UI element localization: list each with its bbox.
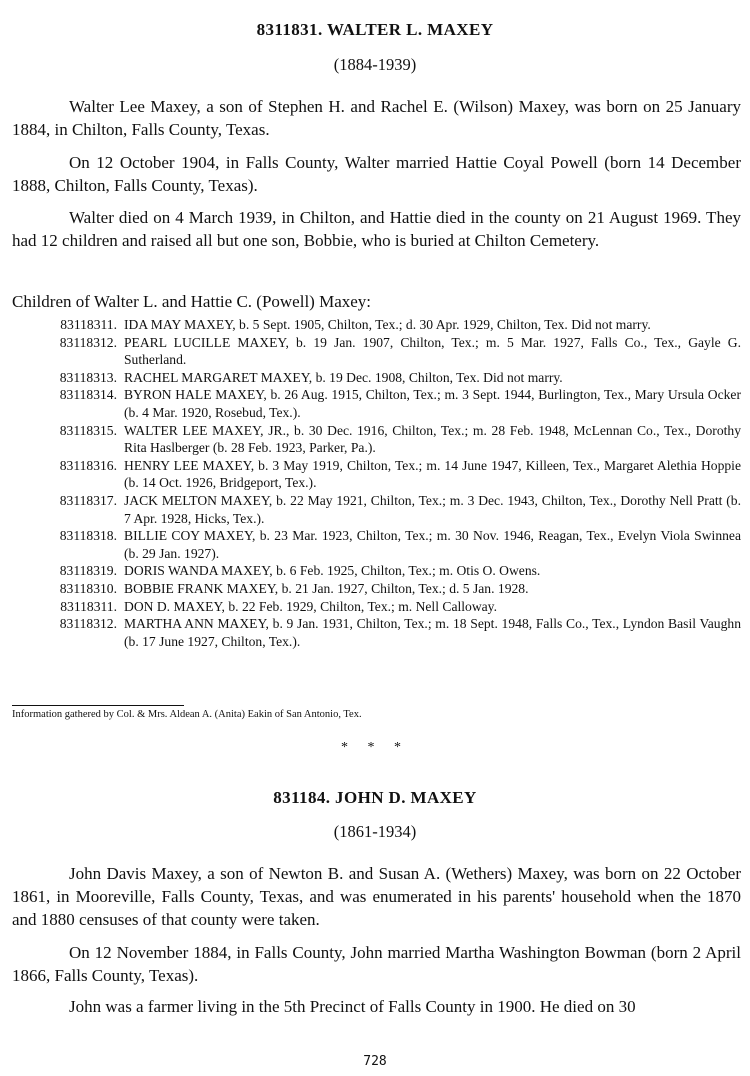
- child-description: MARTHA ANN MAXEY, b. 9 Jan. 1931, Chilton, Tex.; m. 18 Sept. 1948, Falls Co., Tex., Lyndon Basil Vaughn (b. 17 June 1927, Chilton, Tex.).: [124, 616, 741, 649]
- list-item: [0, 598, 750, 616]
- entry-title: 8311831. WALTER L. MAXEY: [256, 20, 494, 39]
- list-item: [0, 492, 750, 527]
- child-number: 83118313.: [59, 369, 117, 385]
- child-description: BYRON HALE MAXEY, b. 26 Aug. 1915, Chilton, Tex.; m. 3 Sept. 1944, Burlington, Tex., Mary Ursula Ocker (b. 4 Mar. 1920, Rosebud, Tex.).: [124, 387, 741, 420]
- page-number: 728: [363, 1054, 387, 1069]
- child-description: BOBBIE FRANK MAXEY, b. 21 Jan. 1927, Chilton, Tex.; d. 5 Jan. 1928.: [124, 580, 529, 596]
- footnote-rule: [12, 705, 184, 706]
- children-list: [0, 316, 750, 650]
- list-item: [0, 386, 750, 421]
- child-number: 83118314.: [59, 387, 117, 403]
- child-description: JACK MELTON MAXEY, b. 22 May 1921, Chilton, Tex.; m. 3 Dec. 1943, Chilton, Tex., Dorothy Nell Pratt (b. 7 Apr. 1928, Hicks, Tex.).: [124, 492, 741, 526]
- list-item: [0, 334, 750, 369]
- child-number: 83118311.: [60, 598, 117, 614]
- child-description: RACHEL MARGARET MAXEY, b. 19 Dec. 1908, Chilton, Tex. Did not marry.: [124, 369, 563, 385]
- list-item: [0, 527, 750, 562]
- entry-title: 831184. JOHN D. MAXEY: [273, 788, 477, 807]
- child-number: 83118312.: [59, 616, 117, 632]
- child-description: DON D. MAXEY, b. 22 Feb. 1929, Chilton, Tex.; m. Nell Calloway.: [124, 598, 497, 614]
- child-description: PEARL LUCILLE MAXEY, b. 19 Jan. 1907, Chilton, Tex.; m. 5 Mar. 1927, Falls Co., Tex., Gayle G. Sutherland.: [124, 334, 741, 368]
- entry-dates: (1884-1939): [333, 55, 417, 74]
- paragraph: John was a farmer living in the 5th Precinct of Falls County in 1900. He died on 30: [69, 997, 636, 1016]
- child-description: DORIS WANDA MAXEY, b. 6 Feb. 1925, Chilton, Tex.; m. Otis O. Owens.: [124, 563, 541, 579]
- child-number: 83118318.: [59, 528, 117, 544]
- children-heading: Children of Walter L. and Hattie C. (Powell) Maxey:: [12, 292, 372, 311]
- paragraph: Walter died on 4 March 1939, in Chilton, and Hattie died in the county on 21 August 1969. They had 12 children and raised all but one son, Bobbie, who is buried at Chilton Cemetery.: [12, 208, 741, 250]
- child-description: WALTER LEE MAXEY, JR., b. 30 Dec. 1916, Chilton, Tex.; m. 28 Feb. 1948, McLennan Co., Tex., Dorothy Rita Haslberger (b. 28 Feb. 1923, Parker, Pa.).: [124, 422, 741, 456]
- footnote: Information gathered by Col. & Mrs. Aldean A. (Anita) Eakin of San Antonio, Tex.: [12, 709, 362, 720]
- child-number: 83118319.: [59, 563, 117, 579]
- child-number: 83118312.: [59, 334, 117, 350]
- child-description: HENRY LEE MAXEY, b. 3 May 1919, Chilton, Tex.; m. 14 June 1947, Killeen, Tex., Margaret Alethia Hoppie (b. 14 Oct. 1926, Bridgeport, Tex.).: [124, 457, 741, 491]
- child-number: 83118317.: [59, 492, 117, 508]
- list-item: [0, 457, 750, 492]
- child-number: 83118315.: [59, 422, 117, 438]
- section-separator: * * *: [341, 740, 409, 755]
- child-description: IDA MAY MAXEY, b. 5 Sept. 1905, Chilton, Tex.; d. 30 Apr. 1929, Chilton, Tex. Did not marry.: [124, 317, 651, 332]
- paragraph: John Davis Maxey, a son of Newton B. and Susan A. (Wethers) Maxey, was born on 22 October 1861, in Mooreville, Falls County, Texas, and was enumerated in his parents' household when the 1870 and 1880 censuses of that county were taken.: [12, 864, 741, 929]
- list-item: [0, 562, 750, 580]
- list-item: [0, 316, 750, 334]
- child-number: 83118316.: [59, 457, 117, 473]
- child-number: 83118310.: [59, 580, 117, 596]
- list-item: [0, 580, 750, 598]
- entry-dates: (1861-1934): [333, 822, 417, 841]
- list-item: [0, 422, 750, 457]
- child-description: BILLIE COY MAXEY, b. 23 Mar. 1923, Chilton, Tex.; m. 30 Nov. 1946, Reagan, Tex., Evelyn Viola Swinnea (b. 29 Jan. 1927).: [124, 528, 741, 561]
- list-item: [0, 615, 750, 650]
- child-number: 83118311.: [60, 317, 117, 332]
- paragraph: On 12 October 1904, in Falls County, Walter married Hattie Coyal Powell (born 14 December 1888, Chilton, Falls County, Texas).: [12, 153, 741, 195]
- paragraph: Walter Lee Maxey, a son of Stephen H. and Rachel E. (Wilson) Maxey, was born on 25 January 1884, in Chilton, Falls County, Texas.: [12, 97, 741, 139]
- paragraph: On 12 November 1884, in Falls County, John married Martha Washington Bowman (born 2 April 1866, Falls County, Texas).: [12, 943, 741, 985]
- list-item: [0, 369, 750, 387]
